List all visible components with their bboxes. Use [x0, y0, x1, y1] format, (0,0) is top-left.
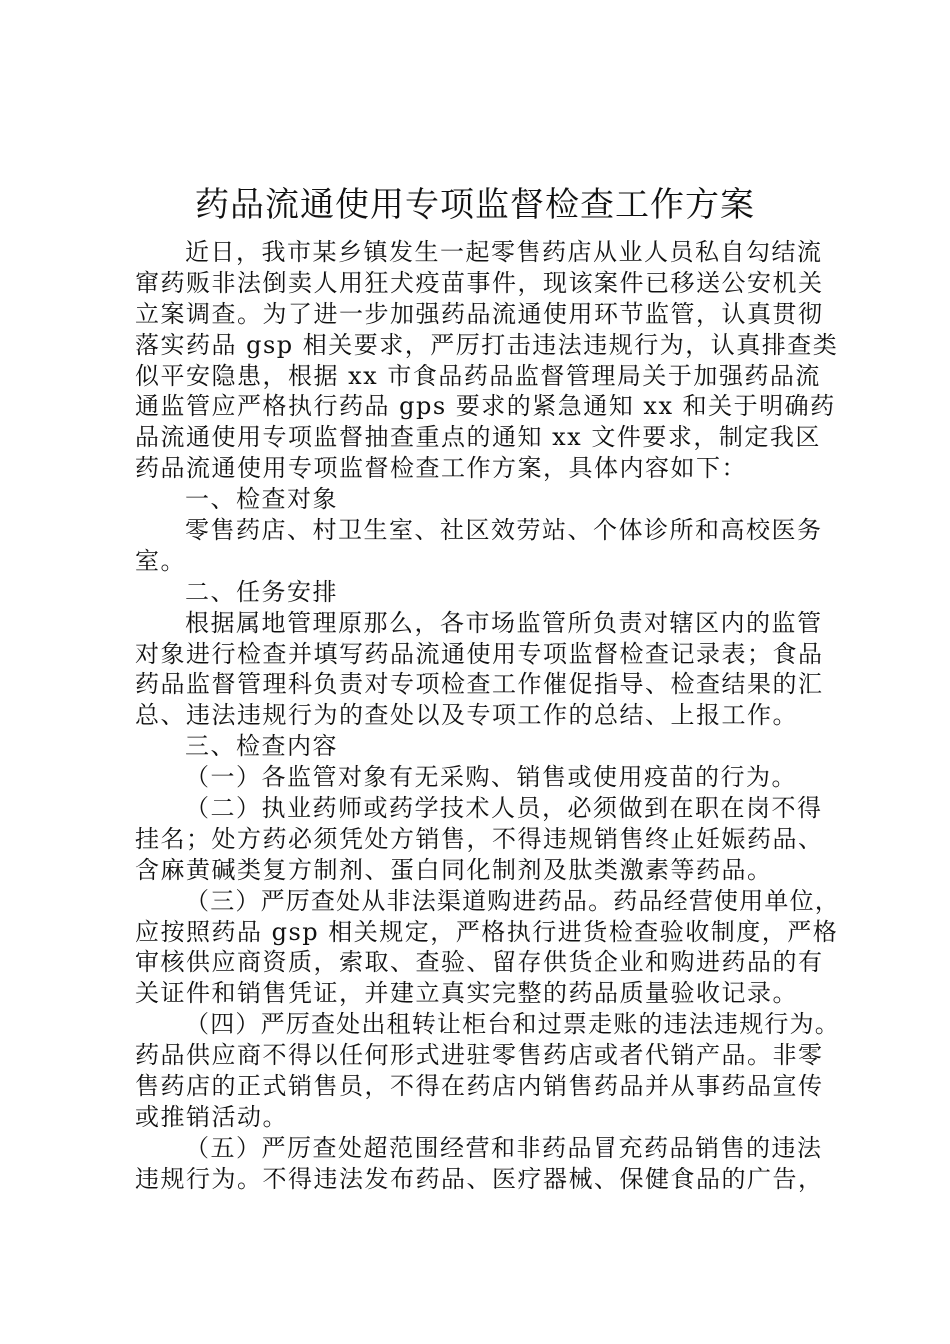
text-line: 二、任务安排 [185, 577, 338, 606]
text-line: 药品供应商不得以任何形式进驻零售药店或者代销产品。非零 [135, 1041, 824, 1070]
text-line: 药品流通使用专项监督检查工作方案，具体内容如下： [135, 454, 747, 483]
text-line: 通监管应严格执行药品 gps 要求的紧急通知 xx 和关于明确药 [135, 392, 836, 421]
text-line: 审核供应商资质，索取、查验、留存供货企业和购进药品的有 [135, 948, 824, 977]
text-line: 违规行为。不得违法发布药品、医疗器械、保健食品的广告， [135, 1164, 824, 1193]
text-line: （五）严厉查处超范围经营和非药品冒充药品销售的违法 [185, 1133, 823, 1162]
text-line: 应按照药品 gsp 相关规定，严格执行进货检查验收制度，严格 [135, 917, 839, 946]
text-line: 窜药贩非法倒卖人用狂犬疫苗事件，现该案件已移送公安机关 [135, 268, 824, 297]
text-line: （三）严厉查处从非法渠道购进药品。药品经营使用单位， [185, 886, 840, 915]
text-line: 对象进行检查并填写药品流通使用专项监督检查记录表；食品 [135, 639, 824, 668]
text-line: 零售药店、村卫生室、社区效劳站、个体诊所和高校医务 [185, 516, 823, 545]
text-line: 立案调查。为了进一步加强药品流通使用环节监管，认真贯彻 [135, 299, 824, 328]
text-line: 品流通使用专项监督抽查重点的通知 xx 文件要求，制定我区 [135, 423, 821, 452]
text-line: 含麻黄碱类复方制剂、蛋白同化制剂及肽类激素等药品。 [135, 855, 773, 884]
text-line: 似平安隐患，根据 xx 市食品药品监督管理局关于加强药品流 [135, 361, 821, 390]
text-line: 三、检查内容 [185, 732, 338, 761]
text-line: 挂名；处方药必须凭处方销售，不得违规销售终止妊娠药品、 [135, 824, 824, 853]
text-line: （四）严厉查处出租转让柜台和过票走账的违法违规行为。 [185, 1010, 840, 1039]
text-line: （二）执业药师或药学技术人员，必须做到在职在岗不得 [185, 794, 823, 823]
text-line: 总、违法违规行为的查处以及专项工作的总结、上报工作。 [135, 701, 798, 730]
text-line: （一）各监管对象有无采购、销售或使用疫苗的行为。 [185, 763, 797, 792]
document-body [135, 237, 840, 1195]
document-title: 药品流通使用专项监督检查工作方案 [195, 185, 755, 225]
text-line: 室。 [135, 546, 186, 575]
text-line: 药品监督管理科负责对专项检查工作催促指导、检查结果的汇 [135, 670, 824, 699]
text-line: 或推销活动。 [135, 1102, 288, 1131]
text-line: 近日，我市某乡镇发生一起零售药店从业人员私自勾结流 [185, 238, 823, 266]
text-line: 关证件和销售凭证，并建立真实完整的药品质量验收记录。 [135, 979, 798, 1008]
text-line: 售药店的正式销售员，不得在药店内销售药品并从事药品宣传 [135, 1072, 824, 1101]
text-line: 一、检查对象 [185, 485, 338, 514]
text-line: 根据属地管理原那么，各市场监管所负责对辖区内的监管 [185, 608, 823, 637]
text-line: 落实药品 gsp 相关要求，严厉打击违法违规行为，认真排查类 [135, 330, 839, 359]
